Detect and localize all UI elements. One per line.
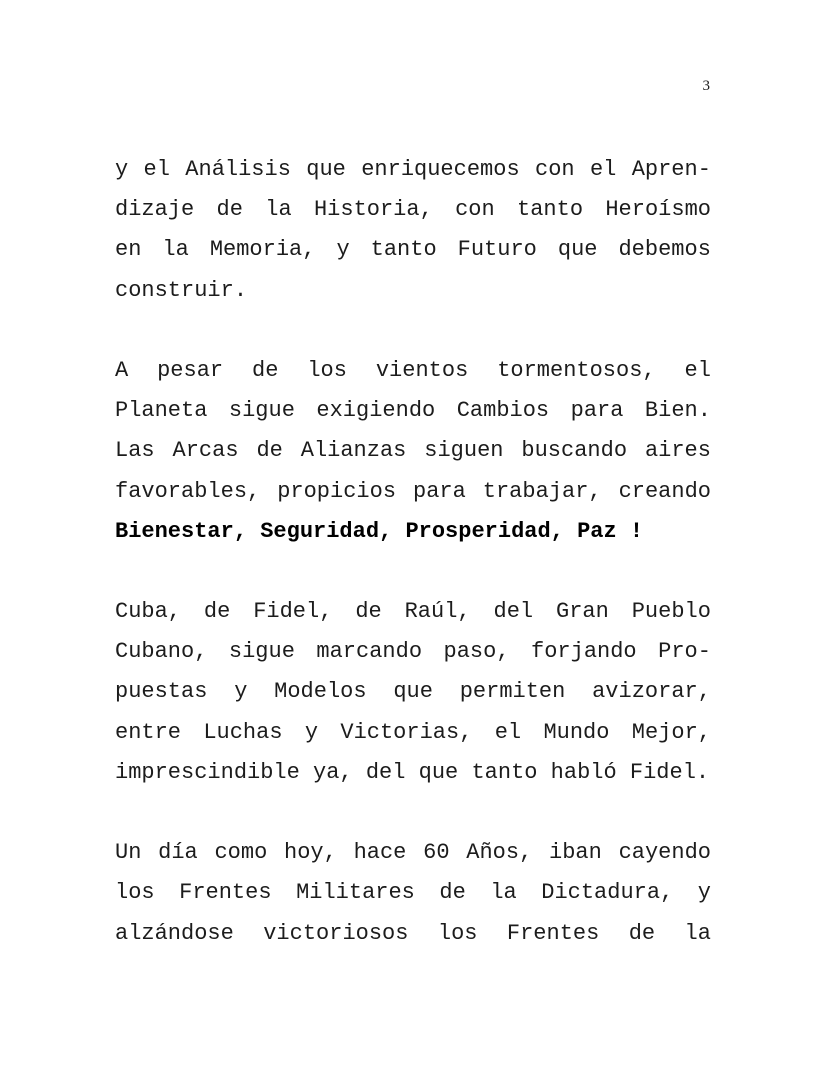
text-line [115, 230, 711, 270]
word: pesar [157, 357, 224, 383]
word: Heroísmo [605, 197, 711, 223]
word: Modelos [274, 679, 367, 705]
text-line: construir. [115, 277, 248, 303]
paragraph [115, 592, 711, 793]
word: Mundo [543, 719, 610, 745]
word: de [252, 357, 279, 383]
word: Memoria, [209, 237, 316, 263]
text-line [115, 190, 711, 230]
word: Bien. [644, 398, 711, 424]
word: marcando [316, 639, 423, 665]
word: hoy, [284, 840, 337, 866]
word: Alianzas [300, 438, 407, 464]
word: Cambios [456, 398, 550, 424]
word: hace [353, 840, 407, 866]
word: el [589, 157, 617, 182]
word: Luchas [203, 719, 283, 745]
word: Militares [296, 880, 415, 906]
text-line [115, 431, 711, 471]
word: los [437, 920, 478, 946]
word: Cuba, [115, 599, 182, 625]
bold-text-line: Bienestar, Seguridad, Prosperidad, Paz ! [115, 518, 644, 544]
word: Dictadura, [541, 880, 674, 906]
text-line [115, 351, 711, 391]
word: los [115, 880, 155, 906]
word: de [439, 880, 466, 906]
word: día [158, 840, 198, 866]
word: Planeta [115, 398, 208, 424]
word: Apren- [631, 157, 711, 182]
paragraph [115, 351, 711, 552]
word: Frentes [179, 880, 272, 906]
word: Pueblo [631, 599, 711, 625]
word: vientos [375, 357, 469, 383]
word: avizorar, [592, 679, 711, 705]
word: forjando [531, 639, 637, 665]
text-line [115, 672, 711, 712]
word: cayendo [618, 840, 711, 866]
word: permiten [459, 679, 566, 705]
word: de [256, 438, 283, 464]
word: sigue [228, 639, 295, 665]
word: tormentosos, [497, 357, 656, 383]
word: los [307, 357, 347, 383]
word: entre [115, 719, 182, 745]
word: con [455, 197, 495, 223]
document-body [115, 150, 711, 994]
word: el [494, 719, 522, 745]
word: Análisis [185, 157, 291, 182]
word: del [493, 599, 534, 625]
word: la [490, 880, 517, 906]
word: la [265, 197, 292, 223]
word: enriquecemos [361, 157, 520, 182]
word: victoriosos [263, 920, 409, 946]
word: Fidel, [253, 599, 333, 625]
word: y [115, 157, 129, 182]
text-line [115, 873, 711, 913]
word: de [203, 599, 231, 625]
word: la [162, 237, 189, 263]
word: puestas [115, 679, 208, 705]
word: para [570, 398, 624, 424]
word: tanto [370, 237, 437, 263]
word: Mejor, [631, 719, 711, 745]
word: y [336, 237, 350, 263]
word: y [304, 719, 319, 745]
word: favorables, [115, 478, 261, 504]
word: de [355, 599, 382, 625]
word: Arcas [172, 438, 239, 464]
word: propicios [277, 478, 397, 504]
word: A [115, 357, 129, 383]
text-line: imprescindible ya, del que tanto habló Fidel. [115, 759, 710, 785]
word: Años, [466, 840, 533, 866]
paragraph [115, 833, 711, 954]
text-line [115, 391, 711, 431]
word: creando [618, 478, 711, 504]
word: Frentes [506, 920, 600, 946]
word: como [214, 840, 268, 866]
word: iban [549, 840, 602, 866]
word: Gran [556, 599, 609, 625]
word: paso, [443, 639, 510, 665]
text-line [115, 833, 711, 873]
word: con [535, 157, 575, 182]
word: para [413, 478, 466, 504]
page-number: 3 [702, 78, 710, 94]
word: y [234, 679, 248, 705]
text-line [115, 632, 711, 672]
word: siguen [424, 438, 504, 464]
word: 60 [423, 840, 450, 866]
word: de [628, 920, 656, 946]
word: en [115, 237, 142, 263]
word: Futuro [457, 237, 537, 263]
word: el [684, 357, 711, 383]
word: Historia, [313, 197, 433, 223]
word: Un [115, 840, 142, 866]
word: que [306, 157, 346, 182]
word: buscando [521, 438, 628, 464]
word: Cubano, [115, 639, 208, 665]
text-line [115, 150, 711, 190]
word: de [216, 197, 243, 223]
word: Pro- [658, 639, 711, 665]
word: debemos [618, 237, 711, 263]
text-line [115, 592, 711, 632]
text-line [115, 472, 711, 512]
word: la [684, 920, 711, 946]
word: alzándose [115, 920, 234, 946]
paragraph [115, 150, 711, 311]
word: trabajar, [482, 478, 602, 504]
word: Raúl, [404, 599, 471, 625]
word: sigue [228, 398, 295, 424]
text-line [115, 713, 711, 753]
word: exigiendo [316, 398, 436, 424]
word: Las [115, 438, 155, 464]
text-line [115, 914, 711, 954]
word: aires [644, 438, 711, 464]
word: Victorias, [340, 719, 473, 745]
word: tanto [517, 197, 584, 223]
word: dizaje [115, 197, 195, 223]
word: el [143, 157, 170, 182]
word: que [393, 679, 433, 705]
word: que [557, 237, 598, 263]
word: y [697, 880, 711, 906]
